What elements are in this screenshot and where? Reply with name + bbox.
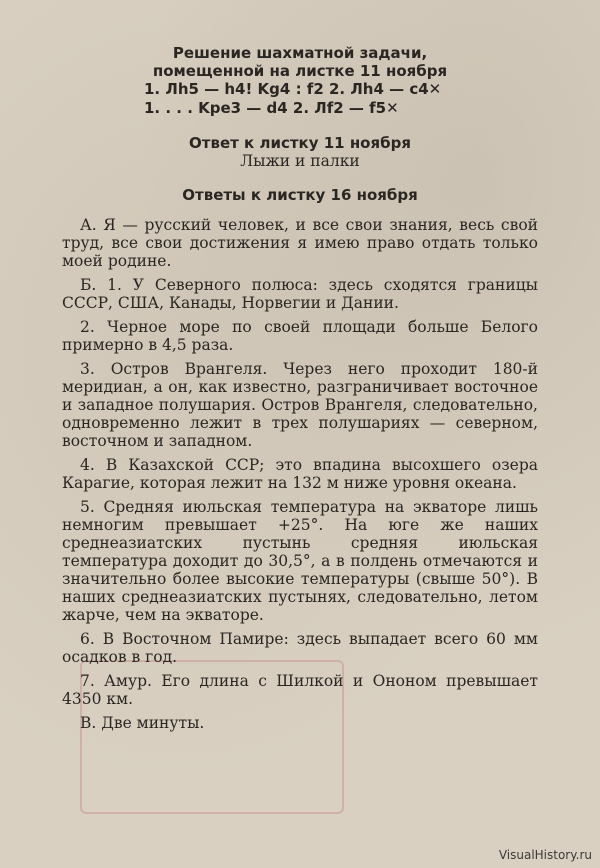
- answer-11-title: Ответ к листку 11 ноября: [189, 134, 411, 152]
- answer-paragraph-b5: 5. Средняя июльская температура на экваторе лишь немногим превышает +25°. На юге же наших среднеазиатских пустынь средняя июльская температура доходит до 30,5°, а в полдень отмечаются и значительно более высокие температуры (свыше 50°). В наших среднеазиатских пустынях, следовательно, летом жарче, чем на экваторе.: [62, 498, 538, 624]
- answer-paragraph-v: В. Две минуты.: [80, 714, 205, 732]
- answer-paragraph-b6: 6. В Восточном Памире: здесь выпадает всего 60 мм осадков в год.: [62, 630, 538, 666]
- document-page: [62, 44, 538, 738]
- answer-paragraph-a: А. Я — русский человек, и все свои знания, весь свой труд, все свои достижения я имею право отдать только моей родине.: [62, 216, 538, 270]
- answer-paragraph-b2: 2. Черное море по своей площади больше Белого примерно в 4,5 раза.: [62, 318, 538, 354]
- watermark-text: VisualHistory.ru: [498, 848, 592, 862]
- answer-paragraph-b4: 4. В Казахской ССР; это впадина высохшего озера Карагие, которая лежит на 132 м ниже уровня океана.: [62, 456, 538, 492]
- answer-paragraph-b7: 7. Амур. Его длина с Шилкой и Ононом превышает 4350 км.: [62, 672, 538, 708]
- chess-solution-line2: 1. . . . Kpe3 — d4 2. Лf2 — f5✕: [144, 99, 399, 117]
- chess-title-line2: помещенной на листке 11 ноября: [152, 62, 448, 80]
- answer-paragraph-b1: Б. 1. У Северного полюса: здесь сходятся границы СССР, США, Канады, Норвегии и Дании.: [62, 276, 538, 312]
- chess-title-line1: Решение шахматной задачи,: [172, 44, 428, 62]
- answers-16-title: Ответы к листку 16 ноября: [182, 186, 418, 204]
- answer-11-text: Лыжи и палки: [240, 152, 360, 170]
- answer-paragraph-b3: 3. Остров Врангеля. Через него проходит 180-й меридиан, а он, как известно, разграничивает восточное и западное полушария. Остров Врангеля, следовательно, одновременно лежит в трех полушариях — северном, восточном и западном.: [62, 360, 538, 450]
- chess-solution-line1: 1. Лh5 — h4! Kg4 : f2 2. Лh4 — c4✕: [144, 80, 442, 98]
